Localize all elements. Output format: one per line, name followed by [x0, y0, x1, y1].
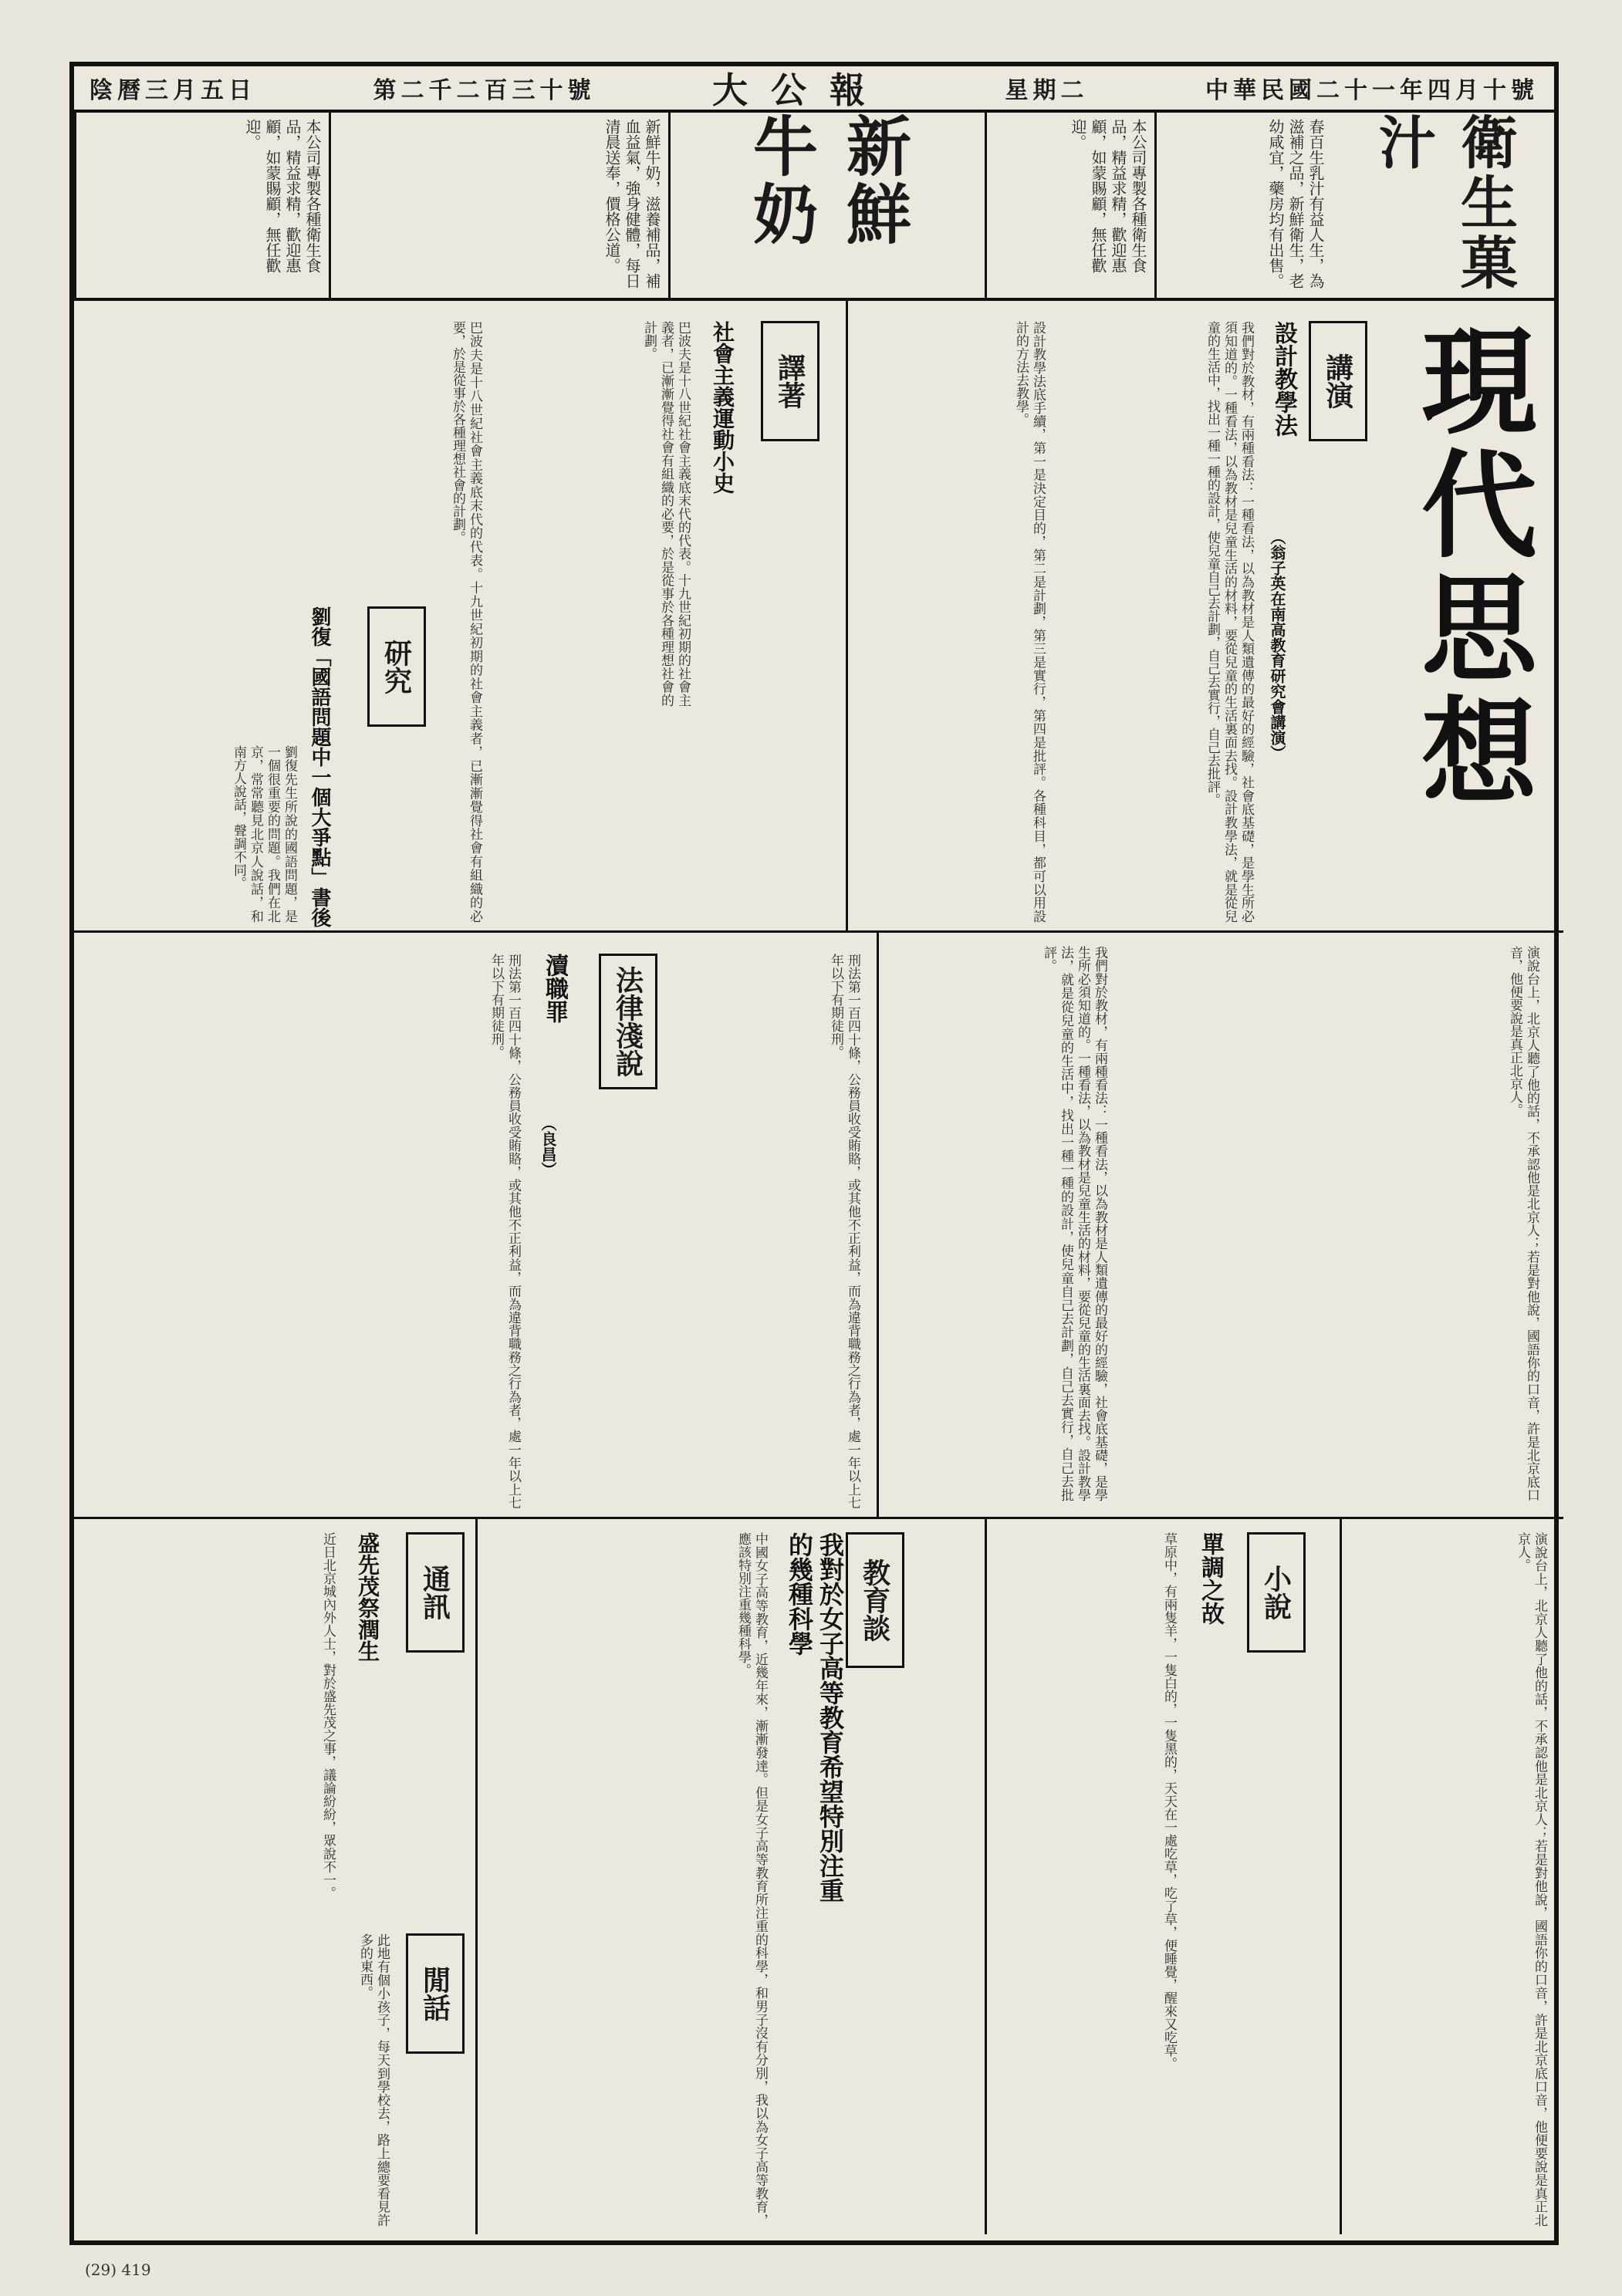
ad-juice-text: 春百生乳汁有益人生，為滋補之品，新鮮衛生，老幼咸宜，藥房均有出售。	[1154, 113, 1332, 298]
education-article-body: 中國女子高等教育，近幾年來，漸漸發達。但是女子高等教育所注重的科學，和男子沒有分別，我以為女子高等教育，應該特別注重幾種科學。	[735, 1532, 768, 2227]
ad-juice-title: 衛生菓汁	[1370, 113, 1518, 293]
section-banner: 現代思想	[1401, 321, 1537, 815]
masthead-lunar: 陰曆三月五日	[90, 77, 256, 104]
newspaper-page	[69, 62, 1559, 2245]
column-rule	[877, 930, 879, 1517]
socialism-article-title: 社會主義運動小史	[710, 321, 735, 494]
column-rule	[1340, 1517, 1342, 2234]
education-label: 教育談	[846, 1532, 904, 1668]
lecture-label: 講演	[1309, 321, 1367, 441]
socialism-article-body: 巴波夫是十八世紀社會主義底末代的代表。十九世紀初期的社會主義者，已漸漸覺得社會有組織的必要，於是從事於各種理想社會的計劃。	[641, 321, 691, 707]
education-article-title: 我對於女子高等教育希望特別注重的幾種科學	[785, 1532, 845, 1903]
news-body: 近日北京城內外人士，對於盛先茂之事，議論紛紛，眾說不一。	[320, 1532, 336, 1899]
column-rule	[846, 298, 848, 930]
masthead	[74, 66, 1554, 113]
advertisement-band	[74, 113, 1554, 301]
leisure-body: 此地有個小孩子，每天到學校去，路上總要看見許多的東西。	[357, 1933, 390, 2227]
speech-article-continued: 我們對於教材，有兩種看法：一種看法，以為教材是人類遺傳的最好的經驗，社會底基礎，是學生所必須知道的。一種看法，以為教材是兒童生活的材料，要從兒童的生活裏面去找。設計教學法，就是從兒童的生活中，找出一種一種的設計，使兒童自己去計劃，自己去實行，自己去批評。	[1041, 946, 1107, 1501]
law-article-title: 瀆職罪	[541, 954, 568, 1023]
novel-body: 草原中，有兩隻羊，一隻白的，一隻黑的，天天在一處吃草，吃了草，便睡覺，醒來又吃草。	[1161, 1532, 1177, 2070]
law-article-body: 刑法第一百四十條，公務員收受賄賂，或其他不正利益，而為違背職務之行為者，處一年以上七年以下有期徒刑。	[488, 954, 521, 1509]
design-article-title: 設計教學法	[1270, 321, 1297, 437]
law-label: 法律淺說	[599, 954, 657, 1089]
novel-title: 單調之故	[1197, 1532, 1224, 1625]
masthead-paper-name: 大公報	[712, 69, 888, 111]
ad-misc-text: 本公司專製各種衛生食品，精益求精，歡迎惠顧，如蒙賜顧，無任歡迎。	[985, 113, 1154, 298]
research-label: 研究	[367, 606, 426, 727]
liu-article-body: 劉復先生所說的國語問題，是一個很重要的問題。我們在北京，常常聽見北京人說話，和南方人說話，聲調不同。	[231, 745, 297, 923]
translation-label: 譯著	[761, 321, 819, 441]
design-article-body: 我們對於教材，有兩種看法：一種看法，以為教材是人類遺傳的最好的經驗，社會底基礎，是學生所必須知道的。一種看法，以為教材是兒童生活的材料，要從兒童的生活裏面去找。設計教學法，就是從兒童的生活中，找出一種一種的設計，使兒童自己去計劃，自己去實行，自己去批評。	[1205, 321, 1254, 923]
law-article-author: （良昌）	[539, 1116, 557, 1177]
news-label: 通訊	[406, 1532, 465, 1653]
masthead-issue: 第二千二百三十號	[373, 77, 596, 104]
ad-milk-text: 新鮮牛奶，滋養補品，補血益氣，強身健體，每日清晨送奉，價格公道。	[329, 113, 668, 298]
divider-line	[74, 930, 1563, 933]
page-footer: (29) 419	[85, 2261, 151, 2279]
liu-article-title: 劉復「國語問題中一個大爭點」書後	[308, 606, 331, 927]
speech-article-end: 演說台上，北京人聽了他的話，不承認他是北京人；若是對他說，國語你的口音，許是北京底口音，他便要說是真正北京人。	[1515, 1532, 1547, 2227]
column-rule	[475, 1517, 478, 2234]
law-article-continued: 刑法第一百四十條，公務員收受賄賂，或其他不正利益，而為違背職務之行為者，處一年以上七年以下有期徒刑。	[828, 954, 860, 1509]
masthead-weekday: 星期二	[1005, 77, 1089, 104]
ad-milk-title: 新鮮牛奶	[668, 113, 985, 298]
leisure-label: 閒話	[406, 1933, 465, 2054]
ad-store-text: 本公司專製各種衛生食品，精益求精，歡迎惠顧，如蒙賜顧，無任歡迎。	[74, 113, 329, 298]
socialism-article-continued: 巴波夫是十八世紀社會主義底末代的代表。十九世紀初期的社會主義者，已漸漸覺得社會有組織的必要，於是從事於各種理想社會的計劃。	[450, 321, 482, 923]
news-title: 盛先茂祭潤生	[355, 1532, 380, 1662]
column-rule	[985, 1517, 987, 2234]
design-article-body-2: 設計教學法底手續，第一是決定目的，第二是計劃，第三是實行，第四是批評。各種科目，都可以用設計的方法去教學。	[1013, 321, 1046, 923]
masthead-date: 中華民國二十一年四月十號	[1205, 77, 1539, 104]
speech-article-body: 演說台上，北京人聽了他的話，不承認他是北京人；若是對他說，國語你的口音，許是北京底口音，他便要說是真正北京人。	[1507, 946, 1539, 1501]
novel-label: 小說	[1247, 1532, 1306, 1653]
design-article-speaker: （翁子英在南高教育研究會講演）	[1268, 529, 1286, 761]
